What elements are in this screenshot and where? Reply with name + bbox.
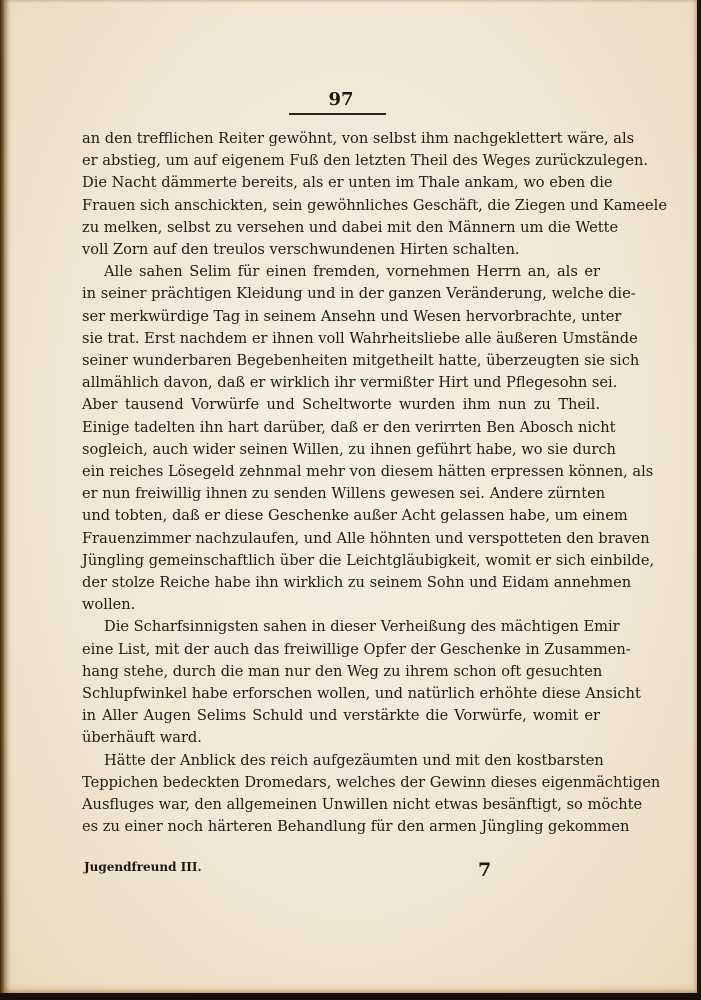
paragraph-2 — [82, 261, 655, 616]
text-line: Frauenzimmer nachzulaufen, und Alle höhnten und verspotteten den braven — [82, 529, 650, 547]
header-rule — [289, 113, 386, 115]
text-line: er abstieg, um auf eigenem Fuß den letzten Theil des Weges zurückzulegen. — [82, 152, 648, 170]
text-line: an den trefflichen Reiter gewöhnt, von selbst ihm nachgeklettert wäre, als — [82, 130, 635, 147]
text-line: Teppichen bedeckten Dromedars, welches der Gewinn dieses eigenmächtigen — [82, 773, 661, 791]
text-line: der stolze Reiche habe ihn wirklich zu seinem Sohn und Eidam annehmen — [82, 574, 632, 592]
text-line: Frauen sich anschickten, sein gewöhnliches Geschäft, die Ziegen und Kameele — [82, 196, 667, 214]
paragraph-1 — [82, 128, 667, 261]
text-line: in seiner prächtigen Kleidung und in der ganzen Veränderung, welche die- — [82, 285, 636, 303]
text-line: allmählich davon, daß er wirklich ihr vermißter Hirt und Pflegesohn sei. — [82, 374, 618, 392]
body-text — [82, 128, 667, 839]
text-line: überhäuft ward. — [82, 729, 202, 747]
page-number: 97 — [328, 89, 354, 110]
text-line: Einige tadelten ihn hart darüber, daß er den verirrten Ben Abosch nicht — [82, 418, 616, 436]
text-line: es zu einer noch härteren Behandlung für den armen Jüngling gekommen — [82, 818, 630, 836]
text-line: Schlupfwinkel habe erforschen wollen, und natürlich erhöhte diese Ansicht — [82, 685, 641, 703]
text-line: Hätte der Anblick des reich aufgezäumten und mit den kostbarsten — [104, 751, 604, 769]
text-line: sogleich, auch wider seinen Willen, zu ihnen geführt habe, wo sie durch — [82, 440, 616, 458]
text-line: Die Scharfsinnigsten sahen in dieser Verheißung des mächtigen Emir — [104, 618, 620, 636]
text-line: ser merkwürdige Tag in seinem Ansehn und Wesen hervorbrachte, unter — [82, 307, 622, 325]
text-line: Die Nacht dämmerte bereits, als er unten im Thale ankam, wo eben die — [82, 174, 613, 192]
paragraph-3 — [82, 616, 641, 749]
text-line: Jüngling gemeinschaftlich über die Leichtgläubigkeit, womit er sich einbilde, — [82, 551, 655, 569]
text-line: zu melken, selbst zu versehen und dabei mit den Männern um die Wette — [82, 218, 619, 236]
text-line: wollen. — [82, 596, 136, 614]
text-line: sie trat. Erst nachdem er ihnen voll Wahrheitsliebe alle äußeren Umstände — [82, 329, 638, 347]
text-line: hang stehe, durch die man nur den Weg zu ihrem schon oft gesuchten — [82, 662, 603, 680]
paragraph-4 — [82, 750, 661, 839]
text-line: ein reiches Lösegeld zehnmal mehr von diesem hätten erpressen können, als — [82, 463, 654, 481]
footer-book-title: Jugendfreund III. — [84, 860, 202, 874]
text-line: Aber tausend Vorwürfe und Scheltworte wurden ihm nun zu Theil. — [82, 396, 600, 414]
text-line: und tobten, daß er diese Geschenke außer Acht gelassen habe, um einem — [82, 507, 628, 525]
text-line: voll Zorn auf den treulos verschwundenen Hirten schalten. — [82, 241, 520, 259]
text-line: seiner wunderbaren Begebenheiten mitgetheilt hatte, überzeugten sie sich — [82, 352, 640, 370]
text-line: er nun freiwillig ihnen zu senden Willens gewesen sei. Andere zürnten — [82, 485, 606, 503]
text-line: eine List, mit der auch das freiwillige Opfer der Geschenke in Zusammen- — [82, 640, 631, 658]
page-bottom-edge — [0, 993, 701, 1000]
text-line: Ausfluges war, den allgemeinen Unwillen nicht etwas besänftigt, so möchte — [82, 796, 643, 814]
text-line: in Aller Augen Selims Schuld und verstärkte die Vorwürfe, womit er — [82, 707, 600, 725]
signature-mark: 7 — [478, 859, 492, 881]
text-line: Alle sahen Selim für einen fremden, vornehmen Herrn an, als er — [104, 263, 600, 281]
